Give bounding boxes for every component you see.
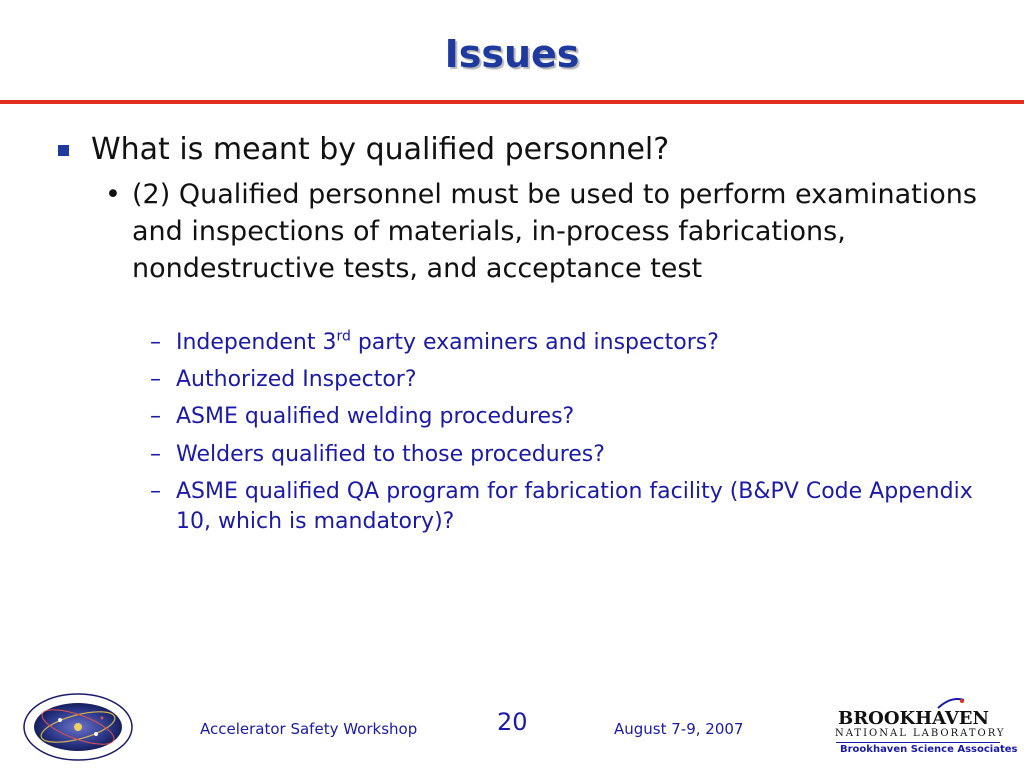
footer-date: August 7-9, 2007 xyxy=(614,720,744,738)
level3-item xyxy=(150,328,990,358)
title-divider xyxy=(0,100,1024,104)
level3-text: Independent 3rd party examiners and inspectors? xyxy=(176,328,719,355)
level3-text: ASME qualified welding procedures? xyxy=(176,404,575,429)
dash-bullet-icon: – xyxy=(150,442,161,467)
level3-item xyxy=(150,477,990,537)
slide-footer xyxy=(0,690,1024,768)
logo-divider xyxy=(836,742,1000,743)
page-number: 20 xyxy=(497,708,528,736)
logo-subtitle: NATIONAL LABORATORY xyxy=(835,728,1006,739)
footer-event-name: Accelerator Safety Workshop xyxy=(200,720,418,738)
dash-bullet-icon: – xyxy=(150,404,161,429)
level3-text: Authorized Inspector? xyxy=(176,367,417,392)
level3-item xyxy=(150,365,990,395)
logo-wordmark: BROOKHAVEN xyxy=(838,708,989,729)
logo-associates: Brookhaven Science Associates xyxy=(840,744,1018,755)
level1-text: What is meant by qualified personnel? xyxy=(91,132,670,167)
nuclear-physics-seal-icon xyxy=(18,690,138,764)
level3-text: ASME qualified QA program for fabrication facility (B&PV Code Appendix 10, which is mandatory)? xyxy=(176,479,973,534)
level3-text: Welders qualified to those procedures? xyxy=(176,442,605,467)
dash-bullet-icon: – xyxy=(150,330,161,355)
brookhaven-logo xyxy=(826,694,1018,760)
square-bullet-icon xyxy=(58,145,69,156)
level2-text: (2) Qualified personnel must be used to perform examinations and inspections of materials, in-process fabrications, nondestructive tests, and acceptance test xyxy=(132,179,977,284)
slide-title: Issues xyxy=(444,32,580,76)
dash-bullet-icon: – xyxy=(150,479,161,504)
dash-bullet-icon: – xyxy=(150,367,161,392)
level3-item xyxy=(150,402,990,432)
dot-bullet-icon: • xyxy=(105,179,121,210)
level2-bullet xyxy=(105,176,985,287)
level3-item xyxy=(150,440,990,470)
